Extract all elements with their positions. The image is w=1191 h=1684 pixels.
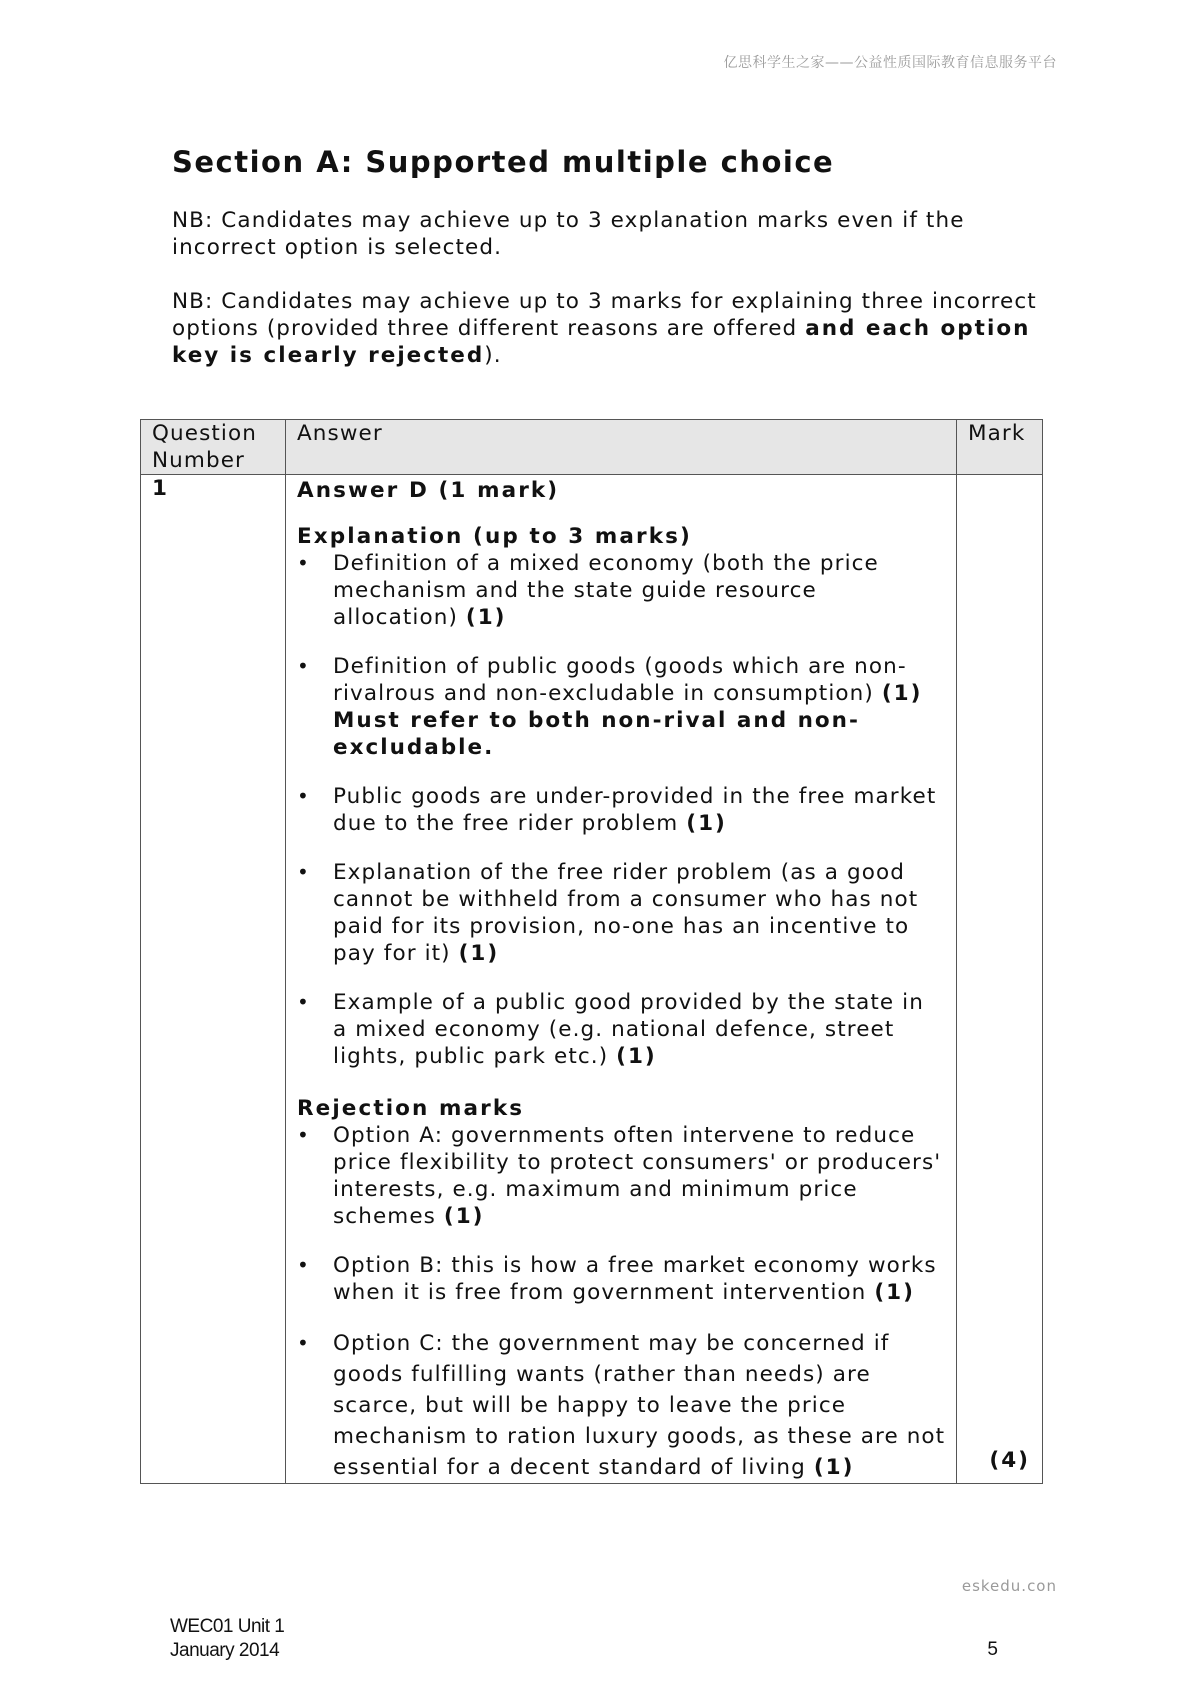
- explanation-heading: Explanation (up to 3 marks): [297, 524, 692, 549]
- explanation-list: [297, 550, 946, 1070]
- total-mark: (4): [989, 1448, 1030, 1473]
- mark-cell: [957, 475, 1043, 1484]
- answer-cell: [286, 475, 957, 1484]
- note-bold-text: and each option key is clearly rejected: [172, 316, 1031, 368]
- note-explanation-marks: NB: Candidates may achieve up to 3 explanation marks even if the incorrect option is selected.: [172, 208, 965, 260]
- header-mark: Mark: [957, 420, 1043, 475]
- list-item: • Option B: this is how a free market economy works when it is free from government intervention (1): [297, 1252, 946, 1306]
- table-header-row: [141, 420, 1043, 475]
- header-answer: Answer: [286, 420, 957, 475]
- question-number: 1: [141, 475, 286, 1484]
- list-item: • Definition of public goods (goods which are non-rivalrous and non-excludable in consumption) (1) Must refer to both non-rival and non-excludable.: [297, 653, 946, 761]
- answer-line: Answer D (1 mark): [297, 478, 560, 503]
- list-item: • Option A: governments often intervene to reduce price flexibility to protect consumers' or producers' interests, e.g. maximum and minimum price schemes (1): [297, 1122, 946, 1230]
- paper-code: WEC01 Unit 1: [170, 1616, 285, 1637]
- page-number: 5: [987, 1639, 998, 1660]
- rejection-list: [297, 1122, 946, 1483]
- requirement-note: Must refer to both non-rival and non-excludable.: [333, 708, 860, 760]
- list-item: • Public goods are under-provided in the free market due to the free rider problem (1): [297, 783, 946, 837]
- document-footer: [170, 1615, 284, 1663]
- note-end: ).: [484, 343, 502, 368]
- table-row: [141, 475, 1043, 1484]
- mark-scheme-table: [140, 419, 1043, 1484]
- section-title: Section A: Supported multiple choice: [172, 145, 835, 179]
- list-item: • Definition of a mixed economy (both the price mechanism and the state guide resource allocation) (1): [297, 550, 946, 631]
- note-rejection-marks: [172, 288, 1042, 369]
- list-item: • Example of a public good provided by the state in a mixed economy (e.g. national defence, street lights, public park etc.) (1): [297, 989, 946, 1070]
- note-text: NB: Candidates may achieve up to 3 marks for explaining three incorrect options (provided three different reasons are offered: [172, 289, 1037, 341]
- exam-date: January 2014: [170, 1640, 280, 1661]
- watermark-header: 亿思科学生之家——公益性质国际教育信息服务平台: [723, 55, 1057, 71]
- list-item: • Option C: the government may be concerned if goods fulfilling wants (rather than needs) are scarce, but will be happy to leave the price mechanism to ration luxury goods, as these are not essential for a decent standard of living (1): [297, 1328, 946, 1483]
- header-question-number: Question Number: [141, 420, 286, 475]
- rejection-heading: Rejection marks: [297, 1096, 525, 1121]
- watermark-footer: eskedu.con: [961, 1577, 1057, 1595]
- list-item: • Explanation of the free rider problem (as a good cannot be withheld from a consumer who has not paid for its provision, no-one has an incentive to pay for it) (1): [297, 859, 946, 967]
